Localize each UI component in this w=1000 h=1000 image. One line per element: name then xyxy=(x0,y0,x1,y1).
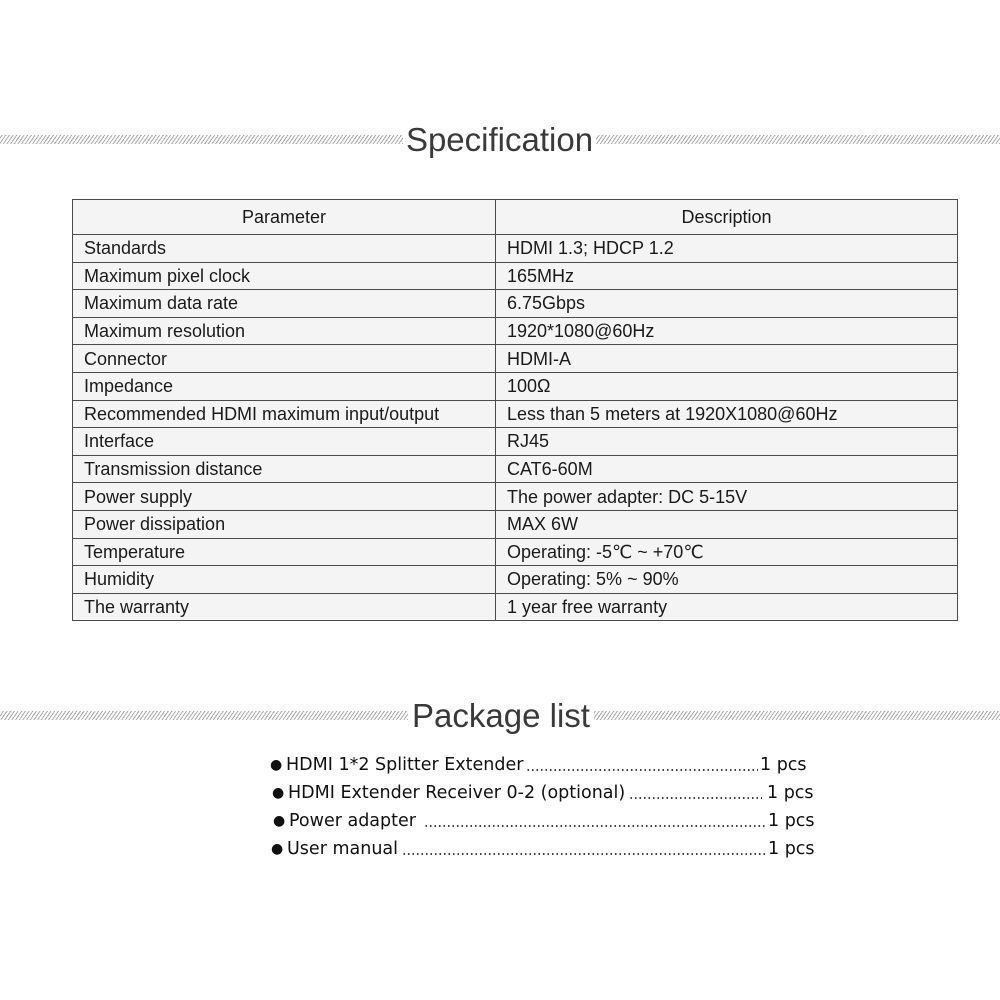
table-row xyxy=(73,538,958,566)
description-cell: HDMI 1.3; HDCP 1.2 xyxy=(496,235,958,263)
package-list-heading-row xyxy=(0,696,1000,736)
hatch-divider-left xyxy=(0,135,403,144)
description-cell: 100Ω xyxy=(496,372,958,400)
description-cell: 1 year free warranty xyxy=(496,593,958,621)
parameter-cell: Power supply xyxy=(73,483,496,511)
table-row xyxy=(73,235,958,263)
description-cell: 6.75Gbps xyxy=(496,290,958,318)
table-row xyxy=(73,317,958,345)
bullet-icon: ● xyxy=(272,785,285,801)
dot-leader xyxy=(402,853,766,855)
parameter-cell: The warranty xyxy=(73,593,496,621)
parameter-cell: Maximum data rate xyxy=(73,290,496,318)
hatch-divider-right xyxy=(596,135,1000,144)
parameter-cell: Maximum pixel clock xyxy=(73,262,496,290)
table-header-row xyxy=(73,200,958,235)
dot-leader xyxy=(526,769,758,771)
parameter-cell: Recommended HDMI maximum input/output xyxy=(73,400,496,428)
package-list xyxy=(268,751,828,863)
table-row xyxy=(73,262,958,290)
table-row xyxy=(73,400,958,428)
package-list-title: Package list xyxy=(412,697,590,734)
package-item-name: User manual xyxy=(287,839,398,859)
parameter-cell: Standards xyxy=(73,235,496,263)
package-item-qty: 1 pcs xyxy=(767,783,814,803)
table-row xyxy=(73,566,958,594)
package-item-qty: 1 pcs xyxy=(768,839,815,859)
hatch-divider-left xyxy=(0,711,408,720)
column-header-parameter: Parameter xyxy=(73,200,496,235)
package-item-name: Power adapter xyxy=(289,811,416,831)
package-item-name: HDMI Extender Receiver 0-2 (optional) xyxy=(288,783,626,803)
package-item-qty: 1 pcs xyxy=(768,811,815,831)
bullet-icon: ● xyxy=(270,757,283,773)
description-cell: The power adapter: DC 5-15V xyxy=(496,483,958,511)
table-row xyxy=(73,428,958,456)
list-item xyxy=(268,779,828,807)
table-row xyxy=(73,290,958,318)
description-cell: HDMI-A xyxy=(496,345,958,373)
parameter-cell: Maximum resolution xyxy=(73,317,496,345)
description-cell: 1920*1080@60Hz xyxy=(496,317,958,345)
table-row xyxy=(73,483,958,511)
parameter-cell: Transmission distance xyxy=(73,455,496,483)
table-row xyxy=(73,455,958,483)
table-row xyxy=(73,372,958,400)
dot-leader xyxy=(424,825,766,827)
description-cell: MAX 6W xyxy=(496,510,958,538)
parameter-cell: Impedance xyxy=(73,372,496,400)
description-cell: Operating: -5℃ ~ +70℃ xyxy=(496,538,958,566)
parameter-cell: Interface xyxy=(73,428,496,456)
description-cell: Less than 5 meters at 1920X1080@60Hz xyxy=(496,400,958,428)
parameter-cell: Power dissipation xyxy=(73,510,496,538)
parameter-cell: Humidity xyxy=(73,566,496,594)
table-row xyxy=(73,345,958,373)
list-item xyxy=(268,807,828,835)
specification-title: Specification xyxy=(405,121,594,158)
list-item xyxy=(268,751,828,779)
column-header-description: Description xyxy=(496,200,958,235)
list-item xyxy=(268,835,828,863)
dot-leader xyxy=(629,797,762,799)
table-row xyxy=(73,593,958,621)
specification-heading-row xyxy=(0,120,1000,160)
hatch-divider-right xyxy=(594,711,1000,720)
description-cell: Operating: 5% ~ 90% xyxy=(496,566,958,594)
bullet-icon: ● xyxy=(271,841,284,857)
table-row xyxy=(73,510,958,538)
bullet-icon: ● xyxy=(273,813,286,829)
package-item-qty: 1 pcs xyxy=(760,755,807,775)
parameter-cell: Connector xyxy=(73,345,496,373)
specification-table xyxy=(72,199,958,621)
description-cell: RJ45 xyxy=(496,428,958,456)
description-cell: 165MHz xyxy=(496,262,958,290)
description-cell: CAT6-60M xyxy=(496,455,958,483)
parameter-cell: Temperature xyxy=(73,538,496,566)
package-item-name: HDMI 1*2 Splitter Extender xyxy=(286,755,524,775)
